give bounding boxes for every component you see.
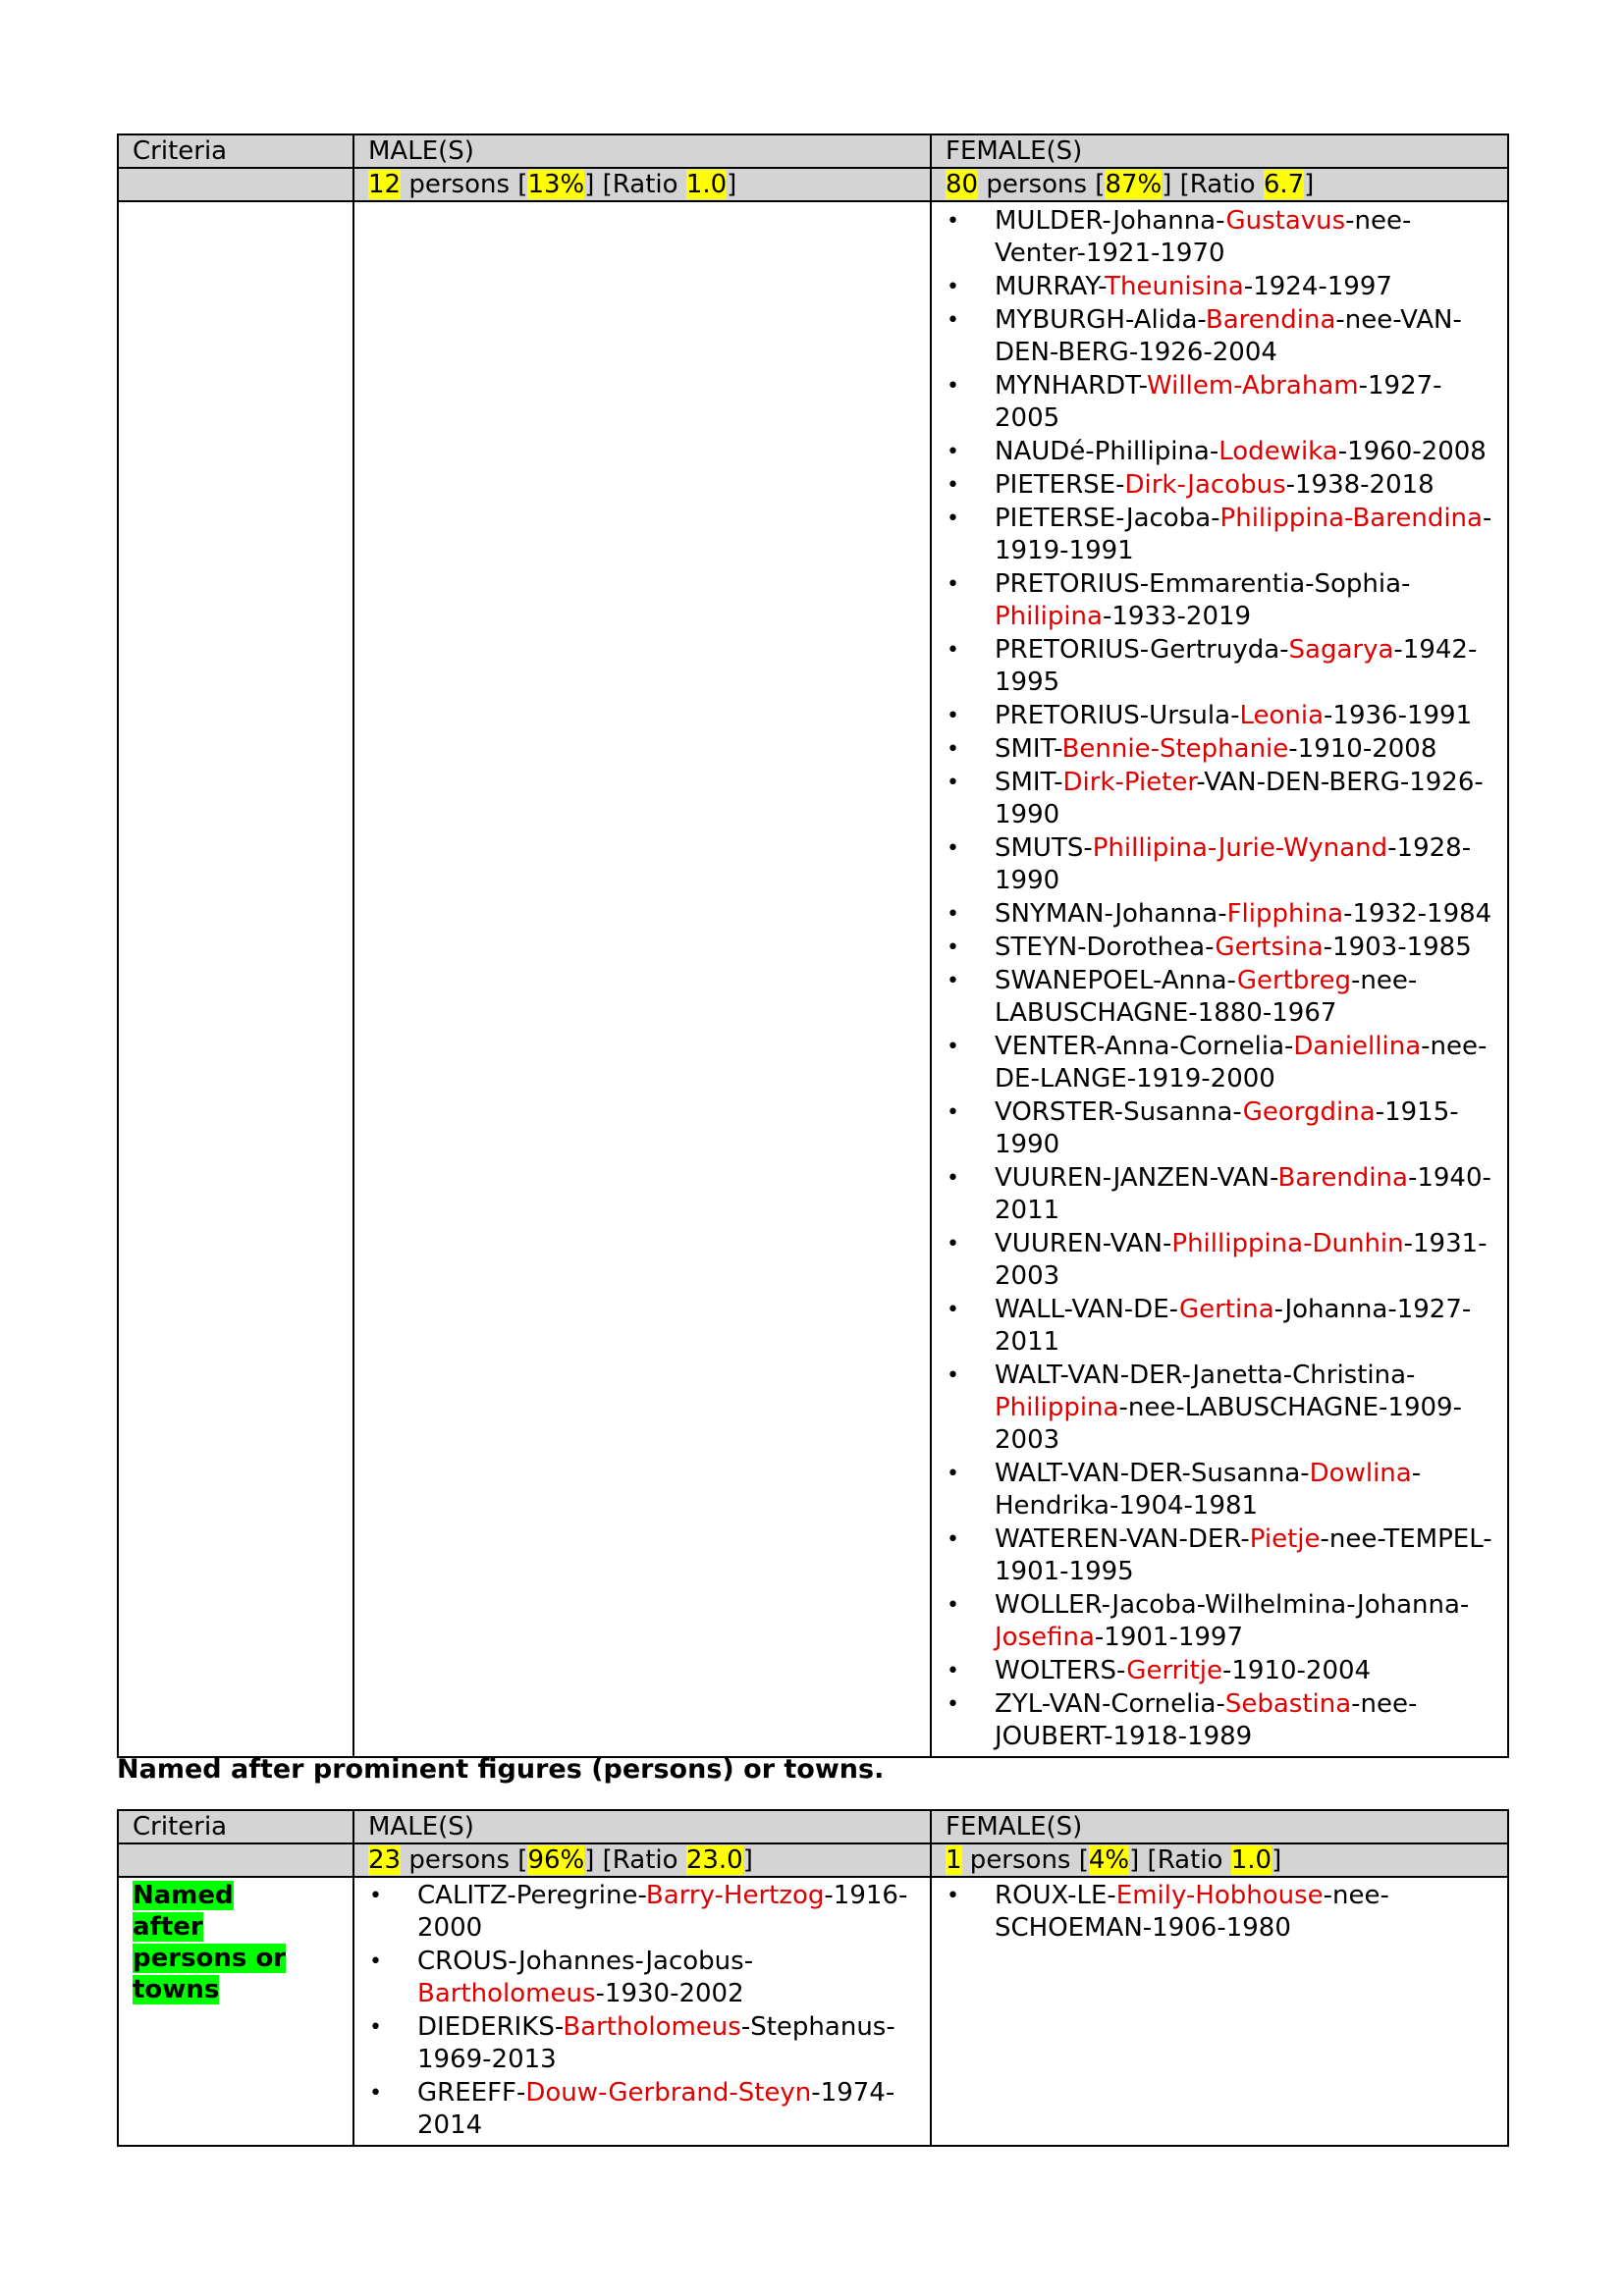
name-part: SWANEPOEL-Anna- bbox=[995, 966, 1237, 995]
name-part: NAUDé-Phillipina- bbox=[995, 437, 1219, 466]
name-list-item bbox=[995, 205, 1507, 270]
name-part: VENTER-Anna-Cornelia- bbox=[995, 1032, 1294, 1061]
female-summary: 80 persons [87%] [Ratio 6.7] bbox=[931, 168, 1508, 201]
name-part: -Johanna-1927-2011 bbox=[995, 1295, 1472, 1357]
name-list-item bbox=[995, 1228, 1507, 1293]
name-part: -1930-2002 bbox=[595, 1979, 744, 2008]
highlighted-name-part: Gertsina bbox=[1215, 933, 1324, 962]
name-part: -1931-2003 bbox=[995, 1229, 1488, 1291]
highlighted-name-part: Emily-Hobhouse bbox=[1115, 1881, 1324, 1910]
name-part: MURRAY- bbox=[995, 272, 1106, 301]
female-header: FEMALE(S) bbox=[931, 1810, 1508, 1843]
highlighted-name-part: Barendina bbox=[1205, 305, 1336, 335]
highlighted-name-part: Douw-Gerbrand-Steyn bbox=[525, 2078, 812, 2108]
criteria-summary-blank bbox=[118, 168, 353, 201]
criteria-label: Named after persons or towns bbox=[133, 1881, 287, 2004]
name-list-item bbox=[995, 271, 1507, 303]
name-part: -1936-1991 bbox=[1324, 701, 1473, 730]
name-part: -nee-Venter-1921-1970 bbox=[995, 206, 1412, 268]
highlighted-name-part: Philippina bbox=[995, 1393, 1119, 1422]
name-part: -nee-TEMPEL-1901-1995 bbox=[995, 1524, 1492, 1586]
highlighted-name-part: Lodewika bbox=[1218, 437, 1338, 466]
name-part: -1910-2008 bbox=[1288, 734, 1437, 764]
name-part: VORSTER-Susanna- bbox=[995, 1097, 1243, 1127]
highlighted-name-part: Phillippina-Dunhin bbox=[1171, 1229, 1404, 1258]
highlighted-name-part: Bennie-Stephanie bbox=[1061, 734, 1289, 764]
name-part: -1927-2005 bbox=[995, 371, 1442, 433]
name-list-item bbox=[995, 568, 1507, 633]
male-names-cell bbox=[353, 1877, 931, 2146]
name-part: WALT-VAN-DER-Susanna- bbox=[995, 1459, 1310, 1488]
name-list-item bbox=[417, 2077, 930, 2142]
criteria-header: Criteria bbox=[118, 134, 353, 168]
female-names-cell bbox=[931, 201, 1508, 1757]
name-list-item bbox=[995, 1294, 1507, 1359]
name-part: WOLLER-Jacoba-Wilhelmina-Johanna- bbox=[995, 1590, 1471, 1620]
name-part: -1903-1985 bbox=[1323, 933, 1472, 962]
male-names-list bbox=[368, 1880, 930, 2142]
name-part: PRETORIUS-Emmarentia-Sophia- bbox=[995, 569, 1411, 599]
name-list-item bbox=[995, 1880, 1507, 1945]
name-part: GREEFF- bbox=[417, 2078, 526, 2108]
highlighted-name-part: Dirk-Jacobus bbox=[1124, 470, 1286, 500]
name-list-item bbox=[995, 1688, 1507, 1753]
name-part: DIEDERIKS- bbox=[417, 2012, 564, 2042]
male-summary: 12 persons [13%] [Ratio 1.0] bbox=[353, 168, 931, 201]
highlighted-name-part: Willem-Abraham bbox=[1147, 371, 1359, 400]
name-part: MULDER-Johanna- bbox=[995, 206, 1226, 236]
name-list-item bbox=[995, 1458, 1507, 1522]
name-list-item bbox=[417, 1946, 930, 2010]
name-part: -1932-1984 bbox=[1343, 899, 1492, 929]
name-list-item bbox=[995, 1589, 1507, 1654]
name-list-item bbox=[995, 634, 1507, 699]
name-part: -nee-LABUSCHAGNE-1880-1967 bbox=[995, 966, 1418, 1028]
name-list-item bbox=[995, 700, 1507, 732]
name-part: -VAN-DEN-BERG-1926-1990 bbox=[995, 768, 1484, 829]
highlighted-name-part: Sebastina bbox=[1224, 1689, 1352, 1719]
name-list-item bbox=[995, 469, 1507, 502]
name-list-item bbox=[995, 1360, 1507, 1457]
name-part: VUUREN-VAN- bbox=[995, 1229, 1172, 1258]
highlighted-name-part: Bartholomeus bbox=[417, 1979, 596, 2008]
highlighted-name-part: Philippina-Barendina bbox=[1219, 504, 1483, 533]
name-list-item bbox=[995, 436, 1507, 468]
criteria-cell bbox=[118, 201, 353, 1757]
name-part: PRETORIUS-Gertruyda- bbox=[995, 635, 1289, 665]
name-part: -1915-1990 bbox=[995, 1097, 1459, 1159]
name-part: SNYMAN-Johanna- bbox=[995, 899, 1227, 929]
name-part: ZYL-VAN-Cornelia- bbox=[995, 1689, 1225, 1719]
name-part: PRETORIUS-Ursula- bbox=[995, 701, 1240, 730]
name-list-item bbox=[995, 503, 1507, 567]
name-part: -nee-LABUSCHAGNE-1909-2003 bbox=[995, 1393, 1462, 1455]
name-part: VUUREN-JANZEN-VAN- bbox=[995, 1163, 1278, 1193]
highlighted-name-part: Barry-Hertzog bbox=[645, 1881, 825, 1910]
names-table-2 bbox=[117, 1809, 1509, 2147]
name-part: -nee-DE-LANGE-1919-2000 bbox=[995, 1032, 1488, 1094]
criteria-summary-blank bbox=[118, 1843, 353, 1877]
name-part: -1924-1997 bbox=[1243, 272, 1392, 301]
male-summary: 23 persons [96%] [Ratio 23.0] bbox=[353, 1843, 931, 1877]
highlighted-name-part: Dirk-Pieter bbox=[1062, 768, 1197, 797]
name-part: -1933-2019 bbox=[1102, 602, 1252, 631]
name-part: -1901-1997 bbox=[1094, 1623, 1244, 1652]
name-part: -1938-2018 bbox=[1285, 470, 1435, 500]
highlighted-name-part: Leonia bbox=[1239, 701, 1325, 730]
highlighted-name-part: Flipphina bbox=[1226, 899, 1344, 929]
highlighted-name-part: Bartholomeus bbox=[563, 2012, 741, 2042]
name-part: -1928-1990 bbox=[995, 833, 1472, 895]
name-part: CROUS-Johannes-Jacobus- bbox=[417, 1947, 753, 1976]
name-part: -nee-VAN-DEN-BERG-1926-2004 bbox=[995, 305, 1462, 367]
name-part: -1919-1991 bbox=[995, 504, 1492, 565]
name-list-item bbox=[995, 304, 1507, 369]
highlighted-name-part: Georgdina bbox=[1242, 1097, 1376, 1127]
name-part: SMIT- bbox=[995, 734, 1062, 764]
name-part: -1974-2014 bbox=[417, 2078, 895, 2140]
name-part: STEYN-Dorothea- bbox=[995, 933, 1216, 962]
name-part: CALITZ-Peregrine- bbox=[417, 1881, 646, 1910]
name-list-item bbox=[995, 932, 1507, 964]
name-part: PIETERSE- bbox=[995, 470, 1125, 500]
criteria-header: Criteria bbox=[118, 1810, 353, 1843]
name-list-item bbox=[995, 965, 1507, 1030]
highlighted-name-part: Josefina bbox=[995, 1623, 1095, 1652]
name-list-item bbox=[995, 1096, 1507, 1161]
name-part: PIETERSE-Jacoba- bbox=[995, 504, 1220, 533]
highlighted-name-part: Daniellina bbox=[1293, 1032, 1422, 1061]
name-part: WATEREN-VAN-DER- bbox=[995, 1524, 1250, 1554]
name-part: -nee-JOUBERT-1918-1989 bbox=[995, 1689, 1418, 1751]
female-names-cell bbox=[931, 1877, 1508, 2146]
name-list-item bbox=[995, 370, 1507, 435]
name-part: -Hendrika-1904-1981 bbox=[995, 1459, 1422, 1521]
female-names-list bbox=[946, 1880, 1507, 1945]
name-list-item bbox=[995, 767, 1507, 831]
highlighted-name-part: Sagarya bbox=[1288, 635, 1394, 665]
name-part: -1942-1995 bbox=[995, 635, 1478, 697]
names-table-1 bbox=[117, 133, 1509, 1758]
name-list-item bbox=[995, 1162, 1507, 1227]
highlighted-name-part: Gertina bbox=[1178, 1295, 1274, 1324]
name-part: WALL-VAN-DE- bbox=[995, 1295, 1179, 1324]
female-summary: 1 persons [4%] [Ratio 1.0] bbox=[931, 1843, 1508, 1877]
highlighted-name-part: Pietje bbox=[1249, 1524, 1321, 1554]
female-names-list bbox=[946, 205, 1507, 1753]
female-header: FEMALE(S) bbox=[931, 134, 1508, 168]
highlighted-name-part: Gerritje bbox=[1126, 1656, 1222, 1685]
name-part: -1910-2004 bbox=[1222, 1656, 1372, 1685]
name-part: -Stephanus-1969-2013 bbox=[417, 2012, 895, 2074]
name-part: ROUX-LE- bbox=[995, 1881, 1116, 1910]
name-part: SMIT- bbox=[995, 768, 1063, 797]
name-part: -1916-2000 bbox=[417, 1881, 908, 1943]
highlighted-name-part: Gustavus bbox=[1225, 206, 1346, 236]
name-part: -1940-2011 bbox=[995, 1163, 1491, 1225]
highlighted-name-part: Gertbreg bbox=[1236, 966, 1352, 995]
name-part: WOLTERS- bbox=[995, 1656, 1127, 1685]
name-list-item bbox=[995, 898, 1507, 931]
name-list-item bbox=[995, 1523, 1507, 1588]
highlighted-name-part: Theunisina bbox=[1105, 272, 1244, 301]
highlighted-name-part: Dowlina bbox=[1309, 1459, 1412, 1488]
highlighted-name-part: Barendina bbox=[1277, 1163, 1408, 1193]
male-names-cell bbox=[353, 201, 931, 1757]
name-list-item bbox=[995, 1031, 1507, 1095]
name-part: MYBURGH-Alida- bbox=[995, 305, 1206, 335]
criteria-cell bbox=[118, 1877, 353, 2146]
name-part: MYNHARDT- bbox=[995, 371, 1148, 400]
highlighted-name-part: Phillipina-Jurie-Wynand bbox=[1092, 833, 1388, 863]
name-list-item bbox=[417, 1880, 930, 1945]
section-heading: Named after prominent figures (persons) or towns. bbox=[117, 1754, 885, 1785]
name-list-item bbox=[417, 2011, 930, 2076]
name-part: -1960-2008 bbox=[1337, 437, 1487, 466]
male-header: MALE(S) bbox=[353, 1810, 931, 1843]
name-part: WALT-VAN-DER-Janetta-Christina- bbox=[995, 1361, 1416, 1390]
name-list-item bbox=[995, 832, 1507, 897]
name-part: -nee-SCHOEMAN-1906-1980 bbox=[995, 1881, 1389, 1943]
name-list-item bbox=[995, 1655, 1507, 1687]
name-part: SMUTS- bbox=[995, 833, 1093, 863]
male-header: MALE(S) bbox=[353, 134, 931, 168]
name-list-item bbox=[995, 733, 1507, 766]
highlighted-name-part: Philipina bbox=[995, 602, 1103, 631]
